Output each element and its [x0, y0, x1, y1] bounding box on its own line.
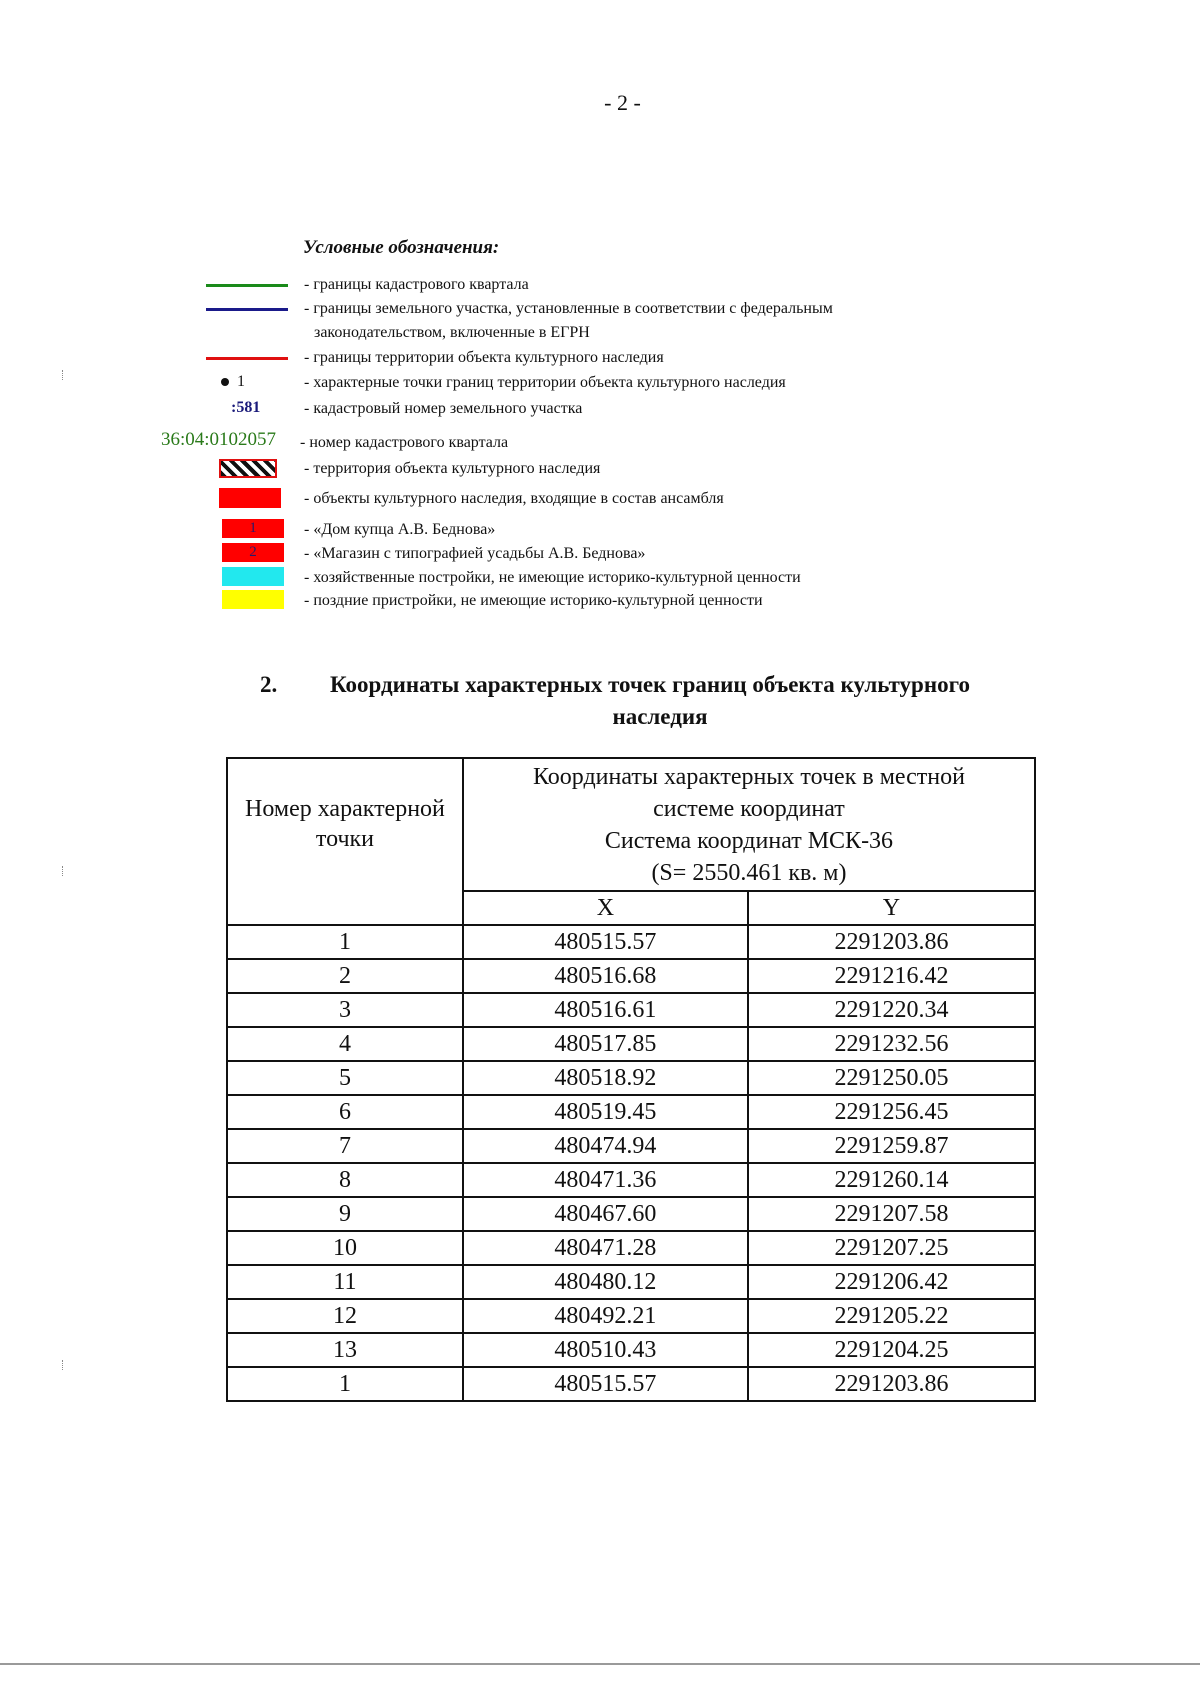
legend-text: - хозяйственные постройки, не имеющие историко-культурной ценности [304, 569, 801, 586]
legend-item [0, 372, 1100, 394]
point-icon [221, 373, 245, 391]
cell-y: 2291232.56 [748, 1027, 1035, 1061]
section-title: Координаты характерных точек границ объекта культурного [330, 672, 970, 697]
cyan-box-icon [222, 567, 284, 586]
table-row [227, 1367, 1035, 1401]
parcel-number-sample: :581 [231, 399, 261, 416]
legend-item [0, 543, 1100, 565]
point-number-header-text: Номер характерной точки [245, 795, 445, 852]
legend-text: - территория объекта культурного наследия [304, 460, 601, 477]
cell-n: 12 [227, 1299, 463, 1333]
cell-y: 2291216.42 [748, 959, 1035, 993]
cell-x: 480471.36 [463, 1163, 748, 1197]
yellow-box-icon [222, 590, 284, 609]
legend-item [0, 458, 1100, 480]
legend-text: - объекты культурного наследия, входящие в состав ансамбля [304, 490, 724, 507]
coordinates-table [226, 757, 1036, 1402]
red-line-icon [206, 357, 288, 360]
cell-n: 7 [227, 1129, 463, 1163]
blue-line-icon [206, 308, 288, 311]
table-row [227, 1095, 1035, 1129]
cell-n: 2 [227, 959, 463, 993]
legend-item [0, 590, 1100, 612]
table-row [227, 1197, 1035, 1231]
cell-n: 9 [227, 1197, 463, 1231]
cell-n: 3 [227, 993, 463, 1027]
legend-item [0, 398, 1100, 420]
legend-title: Условные обозначения: [303, 237, 500, 258]
legend-text: - «Дом купца А.В. Беднова» [304, 521, 496, 538]
cell-n: 4 [227, 1027, 463, 1061]
point-label: 1 [237, 373, 245, 390]
legend-item [0, 488, 1100, 510]
cell-x: 480471.28 [463, 1231, 748, 1265]
cell-y: 2291220.34 [748, 993, 1035, 1027]
legend-item [0, 347, 1100, 369]
legend-text: - границы территории объекта культурного наследия [304, 349, 664, 366]
cell-y: 2291256.45 [748, 1095, 1035, 1129]
coords-header-line: системе координат [653, 795, 845, 822]
legend-text: - характерные точки границ территории объекта культурного наследия [304, 374, 786, 391]
table-row [227, 959, 1035, 993]
hatched-box-icon [219, 459, 277, 478]
legend-item [0, 298, 1100, 341]
cell-n: 10 [227, 1231, 463, 1265]
cell-x: 480480.12 [463, 1265, 748, 1299]
y-header: Y [748, 891, 1035, 925]
table-row [227, 993, 1035, 1027]
cell-n: 6 [227, 1095, 463, 1129]
cell-n: 13 [227, 1333, 463, 1367]
cell-x: 480467.60 [463, 1197, 748, 1231]
quarter-number-sample: 36:04:0102057 [161, 429, 277, 450]
margin-mark [62, 866, 64, 876]
coords-header-line: Система координат МСК-36 [604, 827, 894, 854]
table-row [227, 1265, 1035, 1299]
point-number-header [227, 758, 463, 925]
legend-item [0, 429, 1100, 454]
legend-text: - поздние пристройки, не имеющие историко-культурной ценности [304, 592, 763, 609]
cell-y: 2291206.42 [748, 1265, 1035, 1299]
table-row [227, 1299, 1035, 1333]
table-row [227, 1027, 1035, 1061]
green-line-icon [206, 284, 288, 287]
coords-header-line: (S= 2550.461 кв. м) [651, 859, 847, 886]
red-box-icon [219, 488, 281, 508]
cell-n: 1 [227, 925, 463, 959]
table-row [227, 1231, 1035, 1265]
cell-y: 2291260.14 [748, 1163, 1035, 1197]
coords-header-line: Координаты характерных точек в местной [532, 763, 965, 790]
box-label: 2 [249, 544, 257, 560]
cell-y: 2291207.58 [748, 1197, 1035, 1231]
legend-item [0, 519, 1100, 541]
page-edge-line [0, 1663, 1200, 1665]
red-box-numbered-icon [222, 519, 284, 538]
legend-text: - номер кадастрового квартала [300, 434, 509, 451]
table-row [227, 1061, 1035, 1095]
section-title-cont: наследия [612, 704, 708, 729]
cell-x: 480515.57 [463, 1367, 748, 1401]
cell-x: 480516.61 [463, 993, 748, 1027]
x-header: X [463, 891, 748, 925]
cell-y: 2291203.86 [748, 925, 1035, 959]
cell-y: 2291207.25 [748, 1231, 1035, 1265]
section-number: 2. [260, 672, 278, 697]
cell-n: 5 [227, 1061, 463, 1095]
cell-x: 480519.45 [463, 1095, 748, 1129]
table-row [227, 925, 1035, 959]
legend-text: - кадастровый номер земельного участка [304, 400, 583, 417]
margin-mark [62, 1360, 64, 1370]
cell-x: 480515.57 [463, 925, 748, 959]
legend-item [0, 274, 1100, 296]
cell-x: 480492.21 [463, 1299, 748, 1333]
legend-text: - границы кадастрового квартала [304, 276, 529, 293]
cell-n: 11 [227, 1265, 463, 1299]
cell-n: 8 [227, 1163, 463, 1197]
cell-y: 2291204.25 [748, 1333, 1035, 1367]
cell-y: 2291203.86 [748, 1367, 1035, 1401]
legend-text: - «Магазин с типографией усадьбы А.В. Беднова» [304, 545, 646, 562]
cell-n: 1 [227, 1367, 463, 1401]
cell-x: 480518.92 [463, 1061, 748, 1095]
legend-text-cont: законодательством, включенные в ЕГРН [314, 324, 590, 341]
table-row [227, 1129, 1035, 1163]
cell-x: 480517.85 [463, 1027, 748, 1061]
red-box-numbered-icon [222, 543, 284, 562]
cell-x: 480474.94 [463, 1129, 748, 1163]
cell-y: 2291205.22 [748, 1299, 1035, 1333]
box-label: 1 [249, 520, 257, 536]
page-number: - 2 - [604, 90, 641, 115]
coords-header [463, 758, 1035, 891]
table-row [227, 1163, 1035, 1197]
legend-text: - границы земельного участка, установленные в соответствии с федеральным [304, 300, 833, 317]
cell-x: 480510.43 [463, 1333, 748, 1367]
cell-y: 2291259.87 [748, 1129, 1035, 1163]
legend-item [0, 567, 1100, 589]
cell-x: 480516.68 [463, 959, 748, 993]
table-row [227, 1333, 1035, 1367]
cell-y: 2291250.05 [748, 1061, 1035, 1095]
